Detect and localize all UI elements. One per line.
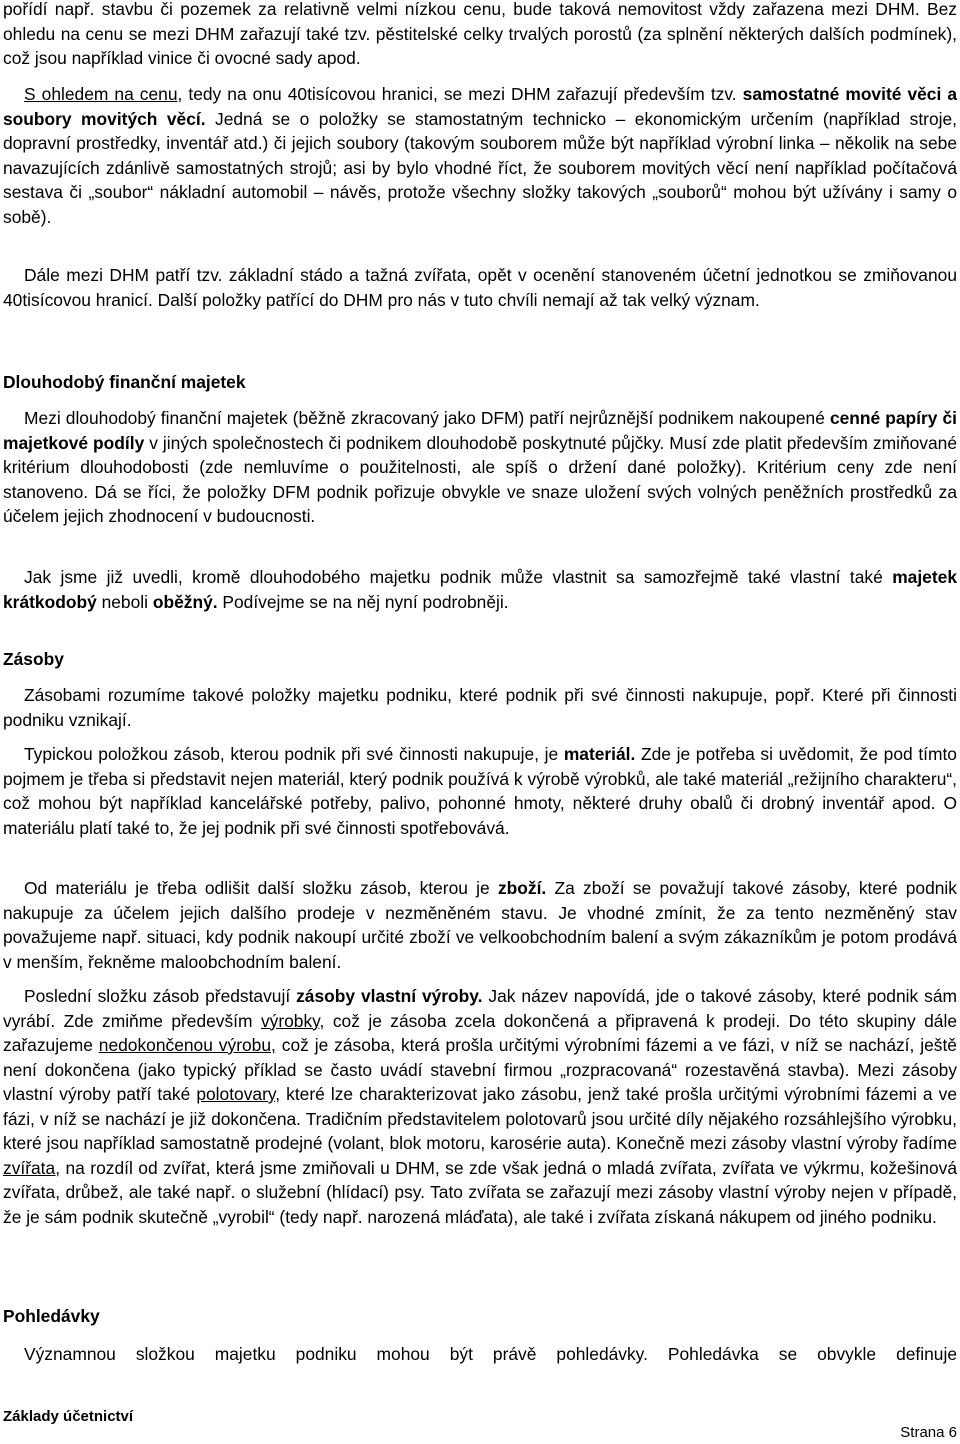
text-span: na rozdíl od zvířat, která jsme zmiňovali u DHM, se zde však jedná o mladá zvířata, zvířata ve výkrmu, kožešinová zvířata, drůbež, ale také např. o služební (hlídací) psy. Tato zvířata se zařazují mezi zásoby vlastní výroby nejen v případě, že je sám podnik skutečně „vyrobil“ (tedy např. narozená mláďata), ale také i zvířata získaná nákupem od jiného podniku. [3, 1157, 957, 1227]
paragraph-dhm-intro: pořídí např. stavbu či pozemek za relativně velmi nízkou cenu, bude taková nemovitost vždy zařazena mezi DHM. Bez ohledu na cenu se mezi DHM zařazují také tzv. pěstitelské celky trvalých porostů (za splnění některých dalších podmínek), což jsou například vinice či ovocné sady apod. [3, 0, 957, 68]
paragraph-dfm [3, 406, 957, 529]
footer-page-number: Strana 6 [900, 1424, 957, 1441]
text-span: Poslední složku zásob představují [24, 986, 297, 1006]
text-span: Jak jsme již uvedli, kromě dlouhodobého majetku podnik může vlastnit sa samozřejmě také vlastní také [24, 567, 893, 587]
bold-term: materiál. [563, 744, 636, 764]
text-span: neboli [96, 591, 153, 612]
text-span: Jedná se o položky se stamostatným technicko – ekonomickým určením (například stroje, dopravní prostředky, inventář atd.) či jejich soubory (takovým souborem může být například výrobní linka – několik na sebe navazujících zdánlivě samostatných strojů; asi by bylo vhodné říct, že souborem movitých věcí není například počítačová sestava či „soubor“ nákladní automobil – návěs, protože všechny složky takových „souborů“ mohou být užívány i samy o sobě). [3, 108, 957, 227]
bold-term: samostatné movité věci a soubory movitých věcí. [3, 84, 958, 129]
footer-title: Základy účetnictví [3, 1408, 134, 1425]
text-span: Zde je potřeba si uvědomit, že pod tímto pojmem je třeba si představit nejen materiál, který podnik používá k výrobě výrobků, ale také materiál „režijního charakteru“, což mohou být například kancelářské potřeby, palivo, pohonné hmoty, některé druhy obalů či drobný inventář apod. O materiálu platí také to, že jej podnik při své činnosti spotřebovává. [3, 744, 957, 838]
heading-pohledavky: Pohledávky [3, 1306, 100, 1326]
heading-zasoby: Zásoby [3, 649, 64, 669]
heading-dfm: Dlouhodobý finanční majetek [3, 372, 246, 392]
text-span: což je zásoba, která prošla určitými výrobními fázemi a ve fázi, v níž se nachází, ještě není dokončena (jako typický příklad se často uvádí stavební firmou „rozpracovaná“ rozestavěná stavba). Mezi zásoby vlastní výroby patří také [3, 1035, 957, 1104]
paragraph-dhm-price [3, 82, 957, 229]
paragraph-current-assets [3, 565, 957, 614]
text-span: v jiných společnostech či podnikem dlouhodobě poskytnuté půjčky. Musí zde platit především zmiňované kritérium dlouhodobosti (zde nemluvíme o použitelnosti, ale spíš o držení dané položky). Kritérium ceny zde není stanoveno. Dá se říci, že položky DFM podnik pořizuje obvykle ve snaze uložení svých volných peněžních prostředků za účelem jejich zhodnocení v budoucnosti. [3, 432, 957, 526]
text-span: které lze charakterizovat jako zásobu, jenž také prošla určitými výrobními fázemi a ve fázi, v níž se nachází je již dokončena. Tradičním představitelem polotovarů jsou určité díly nějakého rozsáhlejšího výrobku, které jsou například samostatně prodejné (volant, blok motoru, karosérie auta). Konečně mezi zásoby vlastní výroby řadíme [3, 1084, 957, 1153]
underlined-term: nedokončenou výrobu, [98, 1035, 276, 1055]
text-span: Podívejme se na něj nyní podrobněji. [217, 591, 509, 612]
text-span: , tedy na onu 40tisícovou hranici, se mezi DHM zařazují především tzv. [177, 84, 743, 104]
paragraph-zasoby-def: Zásobami rozumíme takové položky majetku podniku, které podnik při své činnosti nakupuje, popř. Které při činnosti podniku vznikají. [3, 685, 957, 730]
bold-term: zboží. [497, 878, 547, 898]
underlined-text: S ohledem na cenu [24, 84, 178, 104]
paragraph-vlastni-vyroba [3, 984, 957, 1229]
bold-term: majetek krátkodobý [3, 567, 957, 612]
underlined-term: zvířata, [3, 1157, 61, 1178]
text-span: Od materiálu je třeba odlišit další složku zásob, kterou je [24, 878, 498, 898]
underlined-term: polotovary, [196, 1084, 281, 1104]
bold-term: zásoby vlastní výroby. [296, 986, 483, 1006]
text-span: Jak název napovídá, jde o takové zásoby, které podnik sám vyrábí. Zde zmiňme především [3, 986, 957, 1031]
paragraph-material [3, 742, 957, 840]
text-span: Typickou položkou zásob, kterou podnik při své činnosti nakupuje, je [24, 744, 564, 764]
paragraph-zbozi [3, 876, 957, 974]
text-span: což je zásoba zcela dokončená a připravená k prodeji. Do této skupiny dále zařazujeme [3, 1010, 957, 1055]
underlined-term: výrobky, [260, 1010, 325, 1031]
text-span: Mezi dlouhodobý finanční majetek (běžně zkracovaný jako DFM) patří nejrůznější podnikem nakoupené [24, 408, 830, 428]
text-span: Za zboží se považují takové zásoby, které podnik nakupuje za účelem jejich dalšího prodeje v nezměněném stavu. Je vhodné zmínit, že za tento nezměněný stav považujeme např. situaci, kdy podnik nakoupí určité zboží ve velkoobchodním balení a svým zákazníkům je potom prodává v menším, řekněme maloobchodním balení. [3, 878, 957, 972]
bold-term: cenné papíry či majetkové podíly [3, 408, 957, 453]
paragraph-pohledavky: Významnou složkou majetku podniku mohou být právě pohledávky. Pohledávka se obvykle definuje [24, 1344, 957, 1364]
bold-term: oběžný. [152, 591, 218, 612]
paragraph-dhm-animals: Dále mezi DHM patří tzv. základní stádo a tažná zvířata, opět v ocenění stanoveném účetní jednotkou se zmiňovanou 40tisícovou hranicí. Další položky patřící do DHM pro nás v tuto chvíli nemají až tak velký význam. [3, 265, 957, 310]
